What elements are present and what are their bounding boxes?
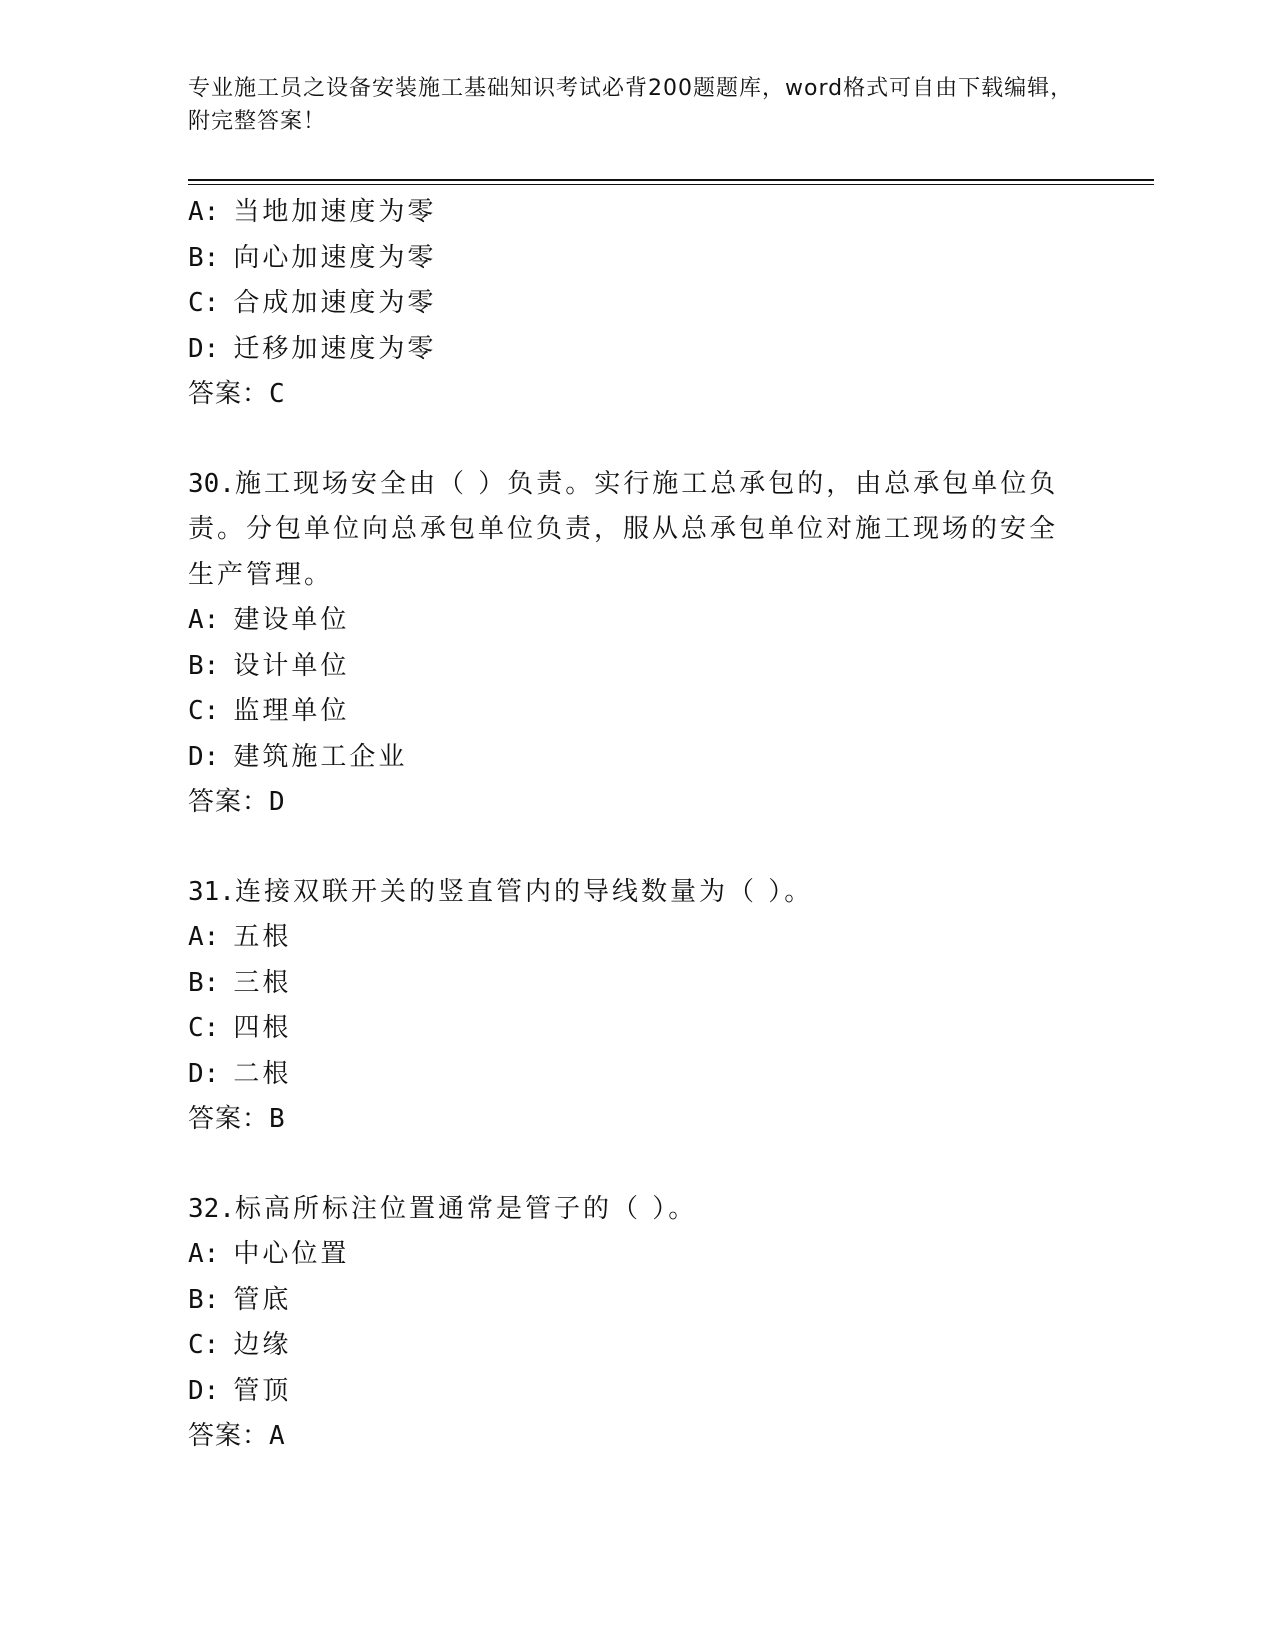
answer-value: A [269, 1421, 286, 1451]
option-text: 建筑施工企业 [233, 741, 408, 772]
option-text: 向心加速度为零 [233, 242, 437, 273]
option-a [188, 190, 1088, 236]
question-list [188, 190, 1088, 1460]
answer-line [188, 372, 1088, 418]
option-b [188, 644, 1088, 690]
option-letter: D: [188, 333, 220, 364]
question-spacer [188, 1143, 1088, 1187]
question-32 [188, 1187, 1088, 1460]
option-letter: D: [188, 741, 220, 772]
option-text: 监理单位 [233, 696, 350, 726]
option-letter: C: [188, 696, 220, 726]
question-text-line: 生产管理。 [188, 559, 334, 590]
option-c [188, 689, 1088, 735]
option-b [188, 1278, 1088, 1324]
answer-line [188, 1097, 1088, 1143]
option-letter: C: [188, 1013, 220, 1043]
option-letter: B: [188, 967, 220, 998]
document-header [188, 72, 1088, 138]
option-text: 五根 [233, 922, 292, 952]
option-a [188, 598, 1088, 644]
option-text: 迁移加速度为零 [233, 333, 437, 364]
option-c [188, 1323, 1088, 1369]
question-text-line: 施工现场安全由（ ）负责。实行施工总承包的，由总承包单位负 [234, 468, 1059, 499]
header-title: 专业施工员之设备安装施工基础知识考试必背200题题库，word格式可自由下载编辑，附完整答案！ [188, 76, 1074, 134]
question-text-line: 标高所标注位置通常是管子的（ ）。 [234, 1193, 698, 1224]
option-text: 当地加速度为零 [233, 197, 437, 227]
option-letter: A: [188, 605, 220, 635]
question-text-line: 责。分包单位向总承包单位负责，服从总承包单位对施工现场的安全 [188, 514, 1059, 544]
option-a [188, 1232, 1088, 1278]
header-rule-thin [188, 184, 1154, 185]
option-a [188, 915, 1088, 961]
option-text: 三根 [233, 967, 292, 998]
answer-line [188, 1414, 1088, 1460]
question-number: 32. [188, 1193, 235, 1224]
question-30 [188, 462, 1088, 826]
option-text: 合成加速度为零 [233, 288, 437, 318]
option-letter: D: [188, 1375, 220, 1406]
question-number: 31. [188, 876, 235, 907]
answer-label: 答案： [188, 379, 270, 409]
answer-value: D [269, 787, 286, 817]
question-text [188, 462, 1058, 599]
answer-label: 答案： [188, 787, 270, 817]
answer-label: 答案： [188, 1104, 270, 1134]
option-text: 管底 [233, 1284, 292, 1315]
option-letter: A: [188, 197, 220, 227]
option-letter: C: [188, 288, 220, 318]
option-d [188, 735, 1088, 781]
option-b [188, 961, 1088, 1007]
option-text: 建设单位 [233, 605, 350, 635]
option-text: 边缘 [233, 1330, 292, 1360]
option-letter: B: [188, 650, 220, 681]
question-spacer [188, 418, 1088, 462]
question-31 [188, 870, 1088, 1143]
option-text: 管顶 [233, 1375, 292, 1406]
answer-value: B [269, 1104, 286, 1134]
answer-label: 答案： [188, 1421, 270, 1451]
question-text-line: 连接双联开关的竖直管内的导线数量为（ ）。 [234, 876, 814, 907]
option-text: 设计单位 [233, 650, 350, 681]
option-letter: D: [188, 1058, 220, 1089]
header-rule-thick [188, 179, 1154, 181]
answer-value: C [269, 379, 286, 409]
question-29 [188, 190, 1088, 418]
option-text: 中心位置 [233, 1239, 350, 1269]
option-c [188, 1006, 1088, 1052]
option-d [188, 1052, 1088, 1098]
option-letter: C: [188, 1330, 220, 1360]
option-text: 四根 [233, 1013, 292, 1043]
option-text: 二根 [233, 1058, 292, 1089]
option-d [188, 1369, 1088, 1415]
option-d [188, 327, 1088, 373]
option-letter: A: [188, 922, 220, 952]
question-text [188, 1187, 1088, 1233]
question-number: 30. [188, 468, 235, 499]
question-spacer [188, 826, 1088, 870]
answer-line [188, 780, 1088, 826]
option-letter: B: [188, 1284, 220, 1315]
option-letter: A: [188, 1239, 220, 1269]
option-c [188, 281, 1088, 327]
question-text [188, 870, 1088, 916]
option-b [188, 236, 1088, 282]
option-letter: B: [188, 242, 220, 273]
